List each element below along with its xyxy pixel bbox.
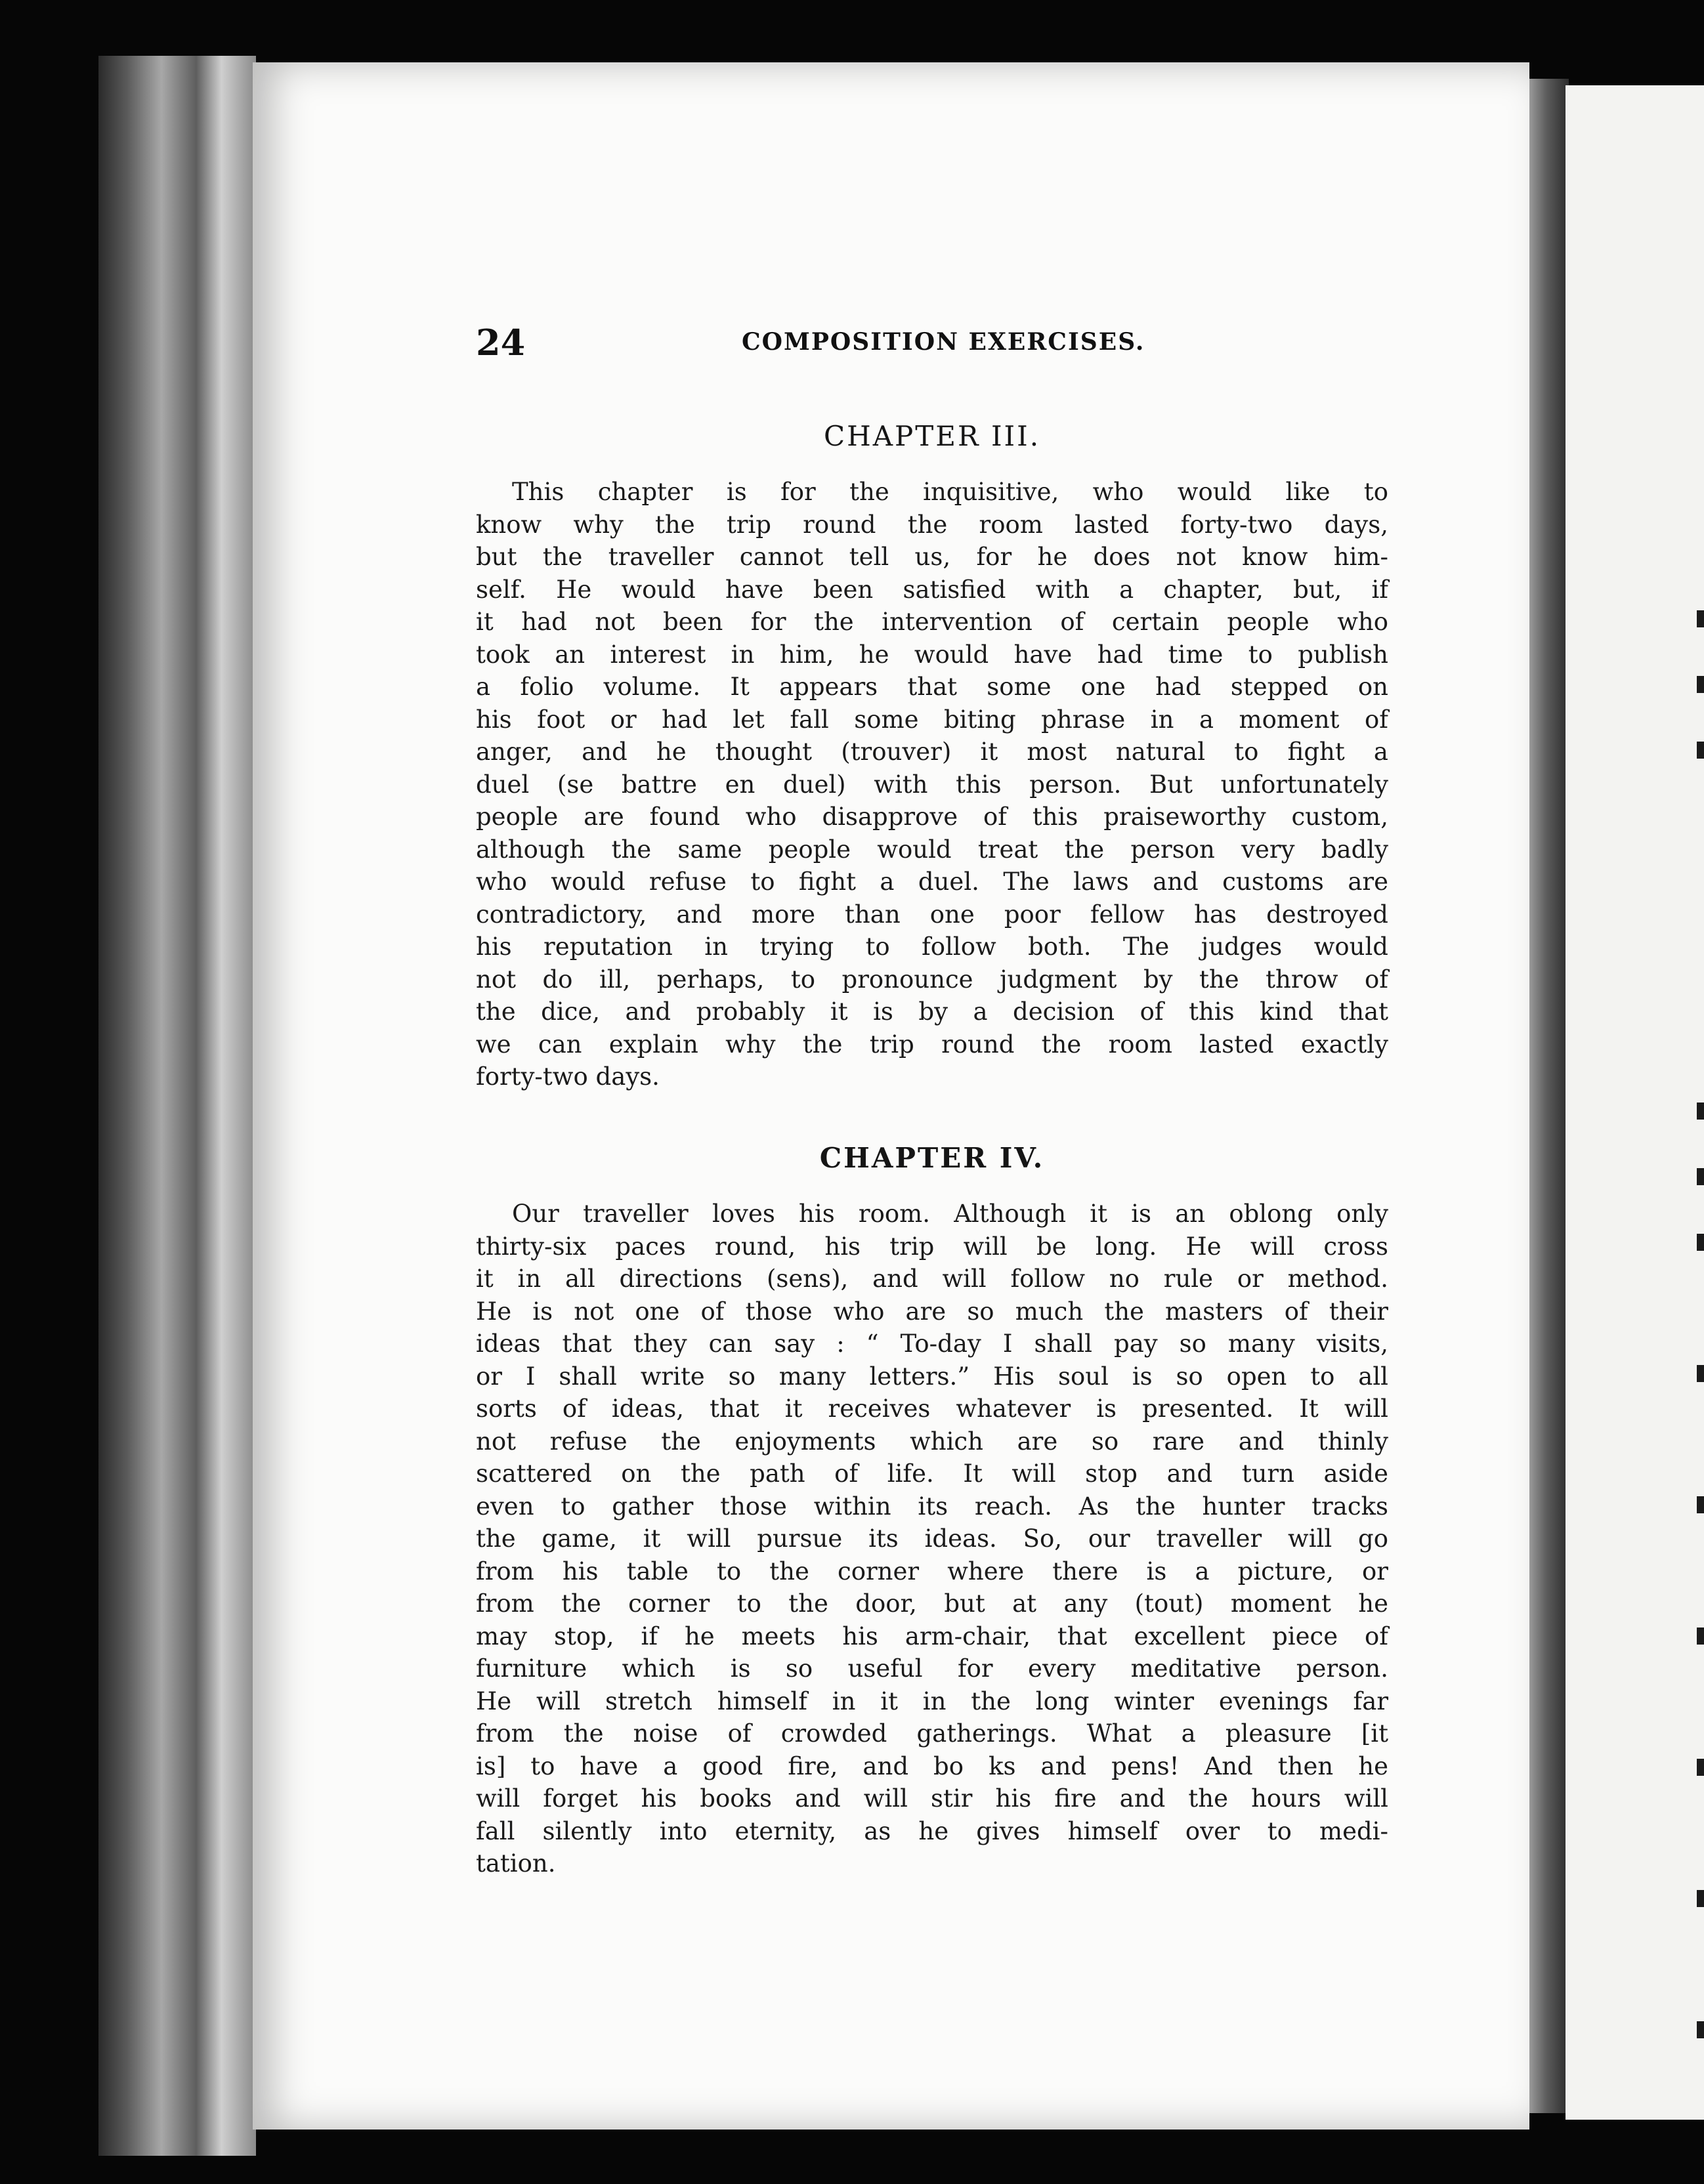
text-line: a folio volume. It appears that some one had stepped on <box>476 673 1388 701</box>
text-line: who would refuse to fight a duel. The laws and customs are <box>476 868 1388 896</box>
text-line: the dice, and probably it is by a decision of this kind that <box>476 998 1388 1026</box>
text-line: we can explain why the trip round the room lasted exactly <box>476 1030 1388 1059</box>
text-line: tation. <box>476 1849 556 1878</box>
text-line: may stop, if he meets his arm-chair, that excellent piece of <box>476 1622 1388 1650</box>
text-line: not do ill, perhaps, to pronounce judgment by the throw of <box>476 965 1388 994</box>
text-line: This chapter is for the inquisitive, who would like to <box>512 478 1388 506</box>
text-line: the game, it will pursue its ideas. So, our traveller will go <box>476 1524 1388 1553</box>
facing-page-edge <box>1566 85 1704 2120</box>
book-edge <box>98 56 256 2156</box>
text-line: fall silently into eternity, as he gives himself over to medi- <box>476 1816 1388 1845</box>
text-line: sorts of ideas, that it receives whatever is presented. It will <box>476 1395 1388 1423</box>
text-line: his foot or had let fall some biting phrase in a moment of <box>476 705 1388 734</box>
text-line: self. He would have been satisfied with a chapter, but, if <box>476 575 1388 604</box>
text-line: forty-two days. <box>476 1062 660 1091</box>
text-line: from the corner to the door, but at any (tout) moment he <box>476 1589 1388 1618</box>
text-line: from the noise of crowded gatherings. What a pleasure [it <box>476 1719 1388 1748</box>
text-line: will forget his books and will stir his fire and the hours will <box>476 1784 1388 1813</box>
text-line: took an interest in him, he would have had time to publish <box>476 640 1388 669</box>
text-line: ideas that they can say : “ To-day I shall pay so many visits, <box>476 1330 1388 1358</box>
page-header <box>476 322 1388 368</box>
text-line: or I shall write so many letters.” His soul is so open to all <box>476 1362 1388 1391</box>
text-line: although the same people would treat the person very badly <box>476 835 1388 864</box>
text-line: Our traveller loves his room. Although it is an oblong only <box>512 1200 1388 1228</box>
text-line: scattered on the path of life. It will stop and turn aside <box>476 1460 1388 1488</box>
text-line: contradictory, and more than one poor fellow has destroyed <box>476 900 1388 929</box>
running-title: COMPOSITION EXERCISES. <box>742 328 1145 356</box>
text-line: it had not been for the intervention of certain people who <box>476 608 1388 636</box>
chapter-3-heading: CHAPTER III. <box>823 420 1041 452</box>
text-line: it in all directions (sens), and will follow no rule or method. <box>476 1265 1388 1293</box>
chapter-4-body <box>476 1198 1388 1880</box>
chapter-3-body <box>476 476 1388 1093</box>
text-line: but the traveller cannot tell us, for he does not know him- <box>476 543 1388 571</box>
text-line: thirty-six paces round, his trip will be long. He will cross <box>476 1232 1388 1261</box>
text-line: not refuse the enjoyments which are so rare and thinly <box>476 1427 1388 1456</box>
text-line: from his table to the corner where there is a picture, or <box>476 1557 1388 1586</box>
text-line: people are found who disapprove of this praiseworthy custom, <box>476 803 1388 831</box>
text-line: He will stretch himself in it in the long winter evenings far <box>476 1687 1388 1715</box>
text-line: He is not one of those who are so much the masters of their <box>476 1297 1388 1326</box>
text-line: is] to have a good fire, and bo ks and pens! And then he <box>476 1752 1388 1780</box>
text-line: duel (se battre en duel) with this person. But unfortunately <box>476 770 1388 799</box>
text-line: his reputation in trying to follow both. The judges would <box>476 933 1388 961</box>
chapter-4-heading: CHAPTER IV. <box>819 1142 1045 1174</box>
text-line: furniture which is so useful for every meditative person. <box>476 1654 1388 1683</box>
text-line: anger, and he thought (trouver) it most natural to fight a <box>476 738 1388 766</box>
text-line: know why the trip round the room lasted forty-two days, <box>476 510 1388 539</box>
text-line: even to gather those within its reach. As the hunter tracks <box>476 1492 1388 1521</box>
page-number: 24 <box>476 322 526 364</box>
